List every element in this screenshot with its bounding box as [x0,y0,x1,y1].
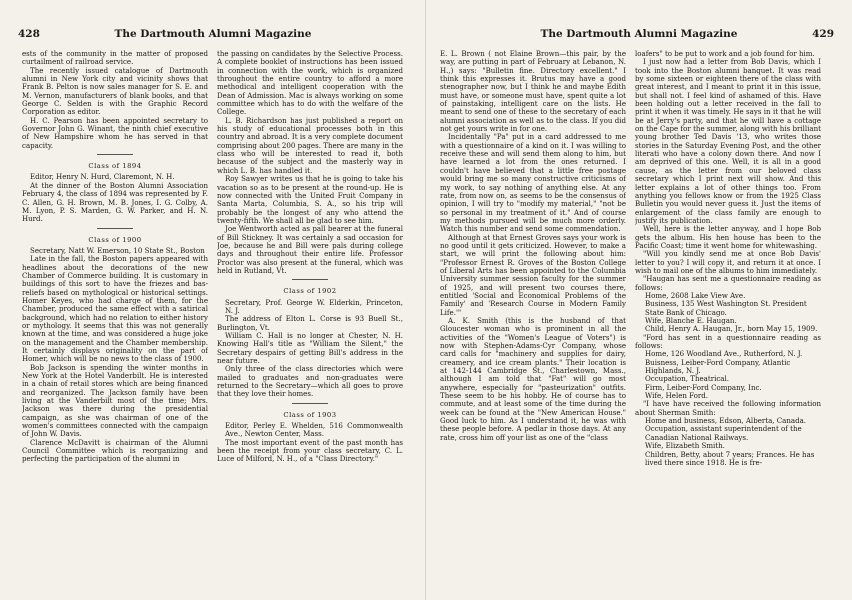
class-heading: Class of 1900 [88,235,142,244]
text-column [22,50,208,595]
text-column [635,50,821,595]
paragraph: At the dinner of the Boston Alumni Association February 4, the class of 1894 was represented by F. C. Allen, G. H. Brown, M. B. Jones, I. G. Colby, A. M. Lyon, P. S. Marden, G. W. Parker, and H. N. Hurd. [22,180,208,224]
class-heading: Class of 1902 [283,287,337,296]
right-page-header [444,28,834,42]
questionnaire-line: Occupation, Theatrical. [645,374,729,384]
questionnaire-line: Business, 135 West Washington St. President State Bank of Chicago. [645,299,807,317]
questionnaire-line: Wife, Blanche E. Haugan. [645,316,737,325]
text-column [440,50,626,595]
paragraph: ests of the community in the matter of proposed curtailment of railroad service. [22,50,208,67]
paragraph: E. L. Brown ( not Elaine Brown—this pair, by the way, are putting in part of February at Lebanon, N. H.,) says: "Bulletin fine. Directory excellent." I think this expresses it. Brutus may have a good stenographer now, but I think he and maybe Edith must have, or someone must have, spent quite a lot of painstaking, intelligent care on the lists. He meant to send one of these to the secretary of each alumni association as well as to the class. If you did not get yours write in for one. [440,50,626,134]
class-officer-line: Editor, Perley E. Whelden, 516 Commonwealth Ave., Newton Center, Mass. [225,421,403,439]
class-heading: Class of 1894 [88,162,142,171]
paragraph: "Haugan has sent me a questionnaire reading as follows: [635,274,821,292]
class-officer-line: Secretary, Prof. George W. Elderkin, Princeton, N. J. [225,297,403,315]
paragraph: L. B. Richardson has just published a report on his study of educational processes both in this country and abroad. It is a very complete document comprising about 200 pages. There are many in the class who will be interested to read it, both because of the subject and the masterly way in which L. B. has handled it. [217,115,403,175]
paragraph: Roy Sawyer writes us that he is going to take his vacation so as to be present at the round-up. He is now connected with the United Fruit Company in Santa Marta, Columbia, S. A., so his trip will probably be the longest of any who attend the twenty-fifth. We shall all be glad to see him. [217,174,403,225]
questionnaire-line: Home, 126 Woodland Ave., Rutherford, N. J. [645,349,803,359]
paragraph: H. C. Pearson has been appointed secretary to Governor John G. Winant, the ninth chief executive of New Hampshire whom he has served in that capacity. [22,115,208,150]
paragraph: A. K. Smith (this is the husband of that Gloucester woman who is prominent in all the activities of the "Women's League of Voters") is now with Stephen-Adams-Cyr Company, whose card calls for "machinery and supplies for dairy, creamery, and ice cream plants." Their location is at 142-144 Cambridge St., Charlestown, Mass., although I am told that "Fat" will go most anywhere, especially for "pasteurization" outfits. These seem to be his hobby. He of course has to commute, and at least some of the time during the week can be found at the "New American House." Good luck to him. As I understand it, he was with these people before. A pedlar in those days. At any rate, cross him off your list as one of the "class [440,316,626,442]
paragraph: "Ford has sent in a questionnaire reading as follows: [635,332,821,351]
paragraph: Only three of the class directories which were mailed to graduates and non-graduates were returned to the Secretary—which all goes to prove that they love their homes. [217,364,403,399]
questionnaire-line: Home, 2608 Lake View Ave. [645,290,746,300]
questionnaire-line: Occupation, assistant superintendent of the Canadian National Railways. [645,424,802,442]
paragraph: Well, here is the letter anyway, and I hope Bob gets the album. His hen house has been to the Pacific Coast; time it went home for whitewashing. [635,224,821,250]
questionnaire-line: Child, Henry A. Haugan, Jr., born May 15, 1909. [645,324,818,334]
right-page [426,0,852,600]
paragraph: "I have have received the following information about Sherman Smith: [635,399,821,417]
questionnaire-line: Wife, Elizabeth Smith. [645,441,725,451]
heading-rule [292,279,328,280]
class-officer-line: Editor, Henry N. Hurd, Claremont, N. H. [30,172,175,182]
page-number: 428 [18,28,40,40]
questionnaire-line: Wife, Helen Ford. [645,391,709,401]
paragraph: I just now had a letter from Bob Davis, which I took into the Boston alumni banquet. It was read by some sixteen or eighteen there of the class with great interest, and I meant to print it in this issue, but shall not. I feel kind of ashamed of this. Have been holding out a letter received in the fall to print it when it was timely. He says in it that he will be at Jerry's party, and that he will have a cottage on the Cape for the summer, along with his brilliant young brother Ted Davis '13, who writes those stories in the Saturday Evening Post, and the other literati who have a colony down there. And now I am deprived of this one. Well, it is all in a good cause, as the letter from our beloved class secretary which I print next will show. And this letter explains a lot of other things too. From anything you fellows know or from the 1925 Class Bulletin you would never guess it. Just the items of enlargement of the class family are enough to justify its publication. [635,57,821,225]
running-title: The Dartmouth Alumni Magazine [114,28,312,40]
questionnaire-line: Children, Betty, about 7 years; Frances. He has lived there since 1918. He is fre- [645,449,815,467]
paragraph: the passing on candidates by the Selective Process. A complete booklet of instructions has been issued in connection with the work, which is organized throughout the entire country to afford a more methodical and intelligent cooperation with the Dean of Admission. Mac is always working on some committee which has to do with the welfare of the College. [217,50,403,117]
paragraph: Clarence McDavitt is chairman of the Alumni Council Committee which is reorganizing and perfecting the participation of the alumni in [22,437,208,464]
paragraph: Incidentally "Pa" put in a card addressed to me with a questionnaire of a kind on it. I was willing to receive these and will send them along to him, but have learned a lot from the ones returned. I couldn't have believed that a little free postage would bring me so many constructive criticisms of my work, to say nothing of anything else. At any rate, from now on, as seems to be the consensus of opinion, I will try to "modify my material," "not be so personal in my treatment of it." And of course my methods pursued will be much more orderly. Watch this number and send some commendation. [440,132,626,234]
paragraph: Late in the fall, the Boston papers appeared with headlines about the decorations of the new Chamber of Commerce building. It is customary in buildings of this sort to have the friezes and bas-reliefs based on mythological or historical settings. Homer Keyes, who had charge of them, for the Chamber, produced the same effect with a satirical background, which had no relation to either history or mythology. It seems that this was not generally known at the time, and was considered a huge joke on the management and the Chamber membership. It certainly displays originality on the part of Homer, which will be no news to the class of 1900. [22,254,208,364]
paragraph: The address of Elton L. Corse is 93 Buell St., Burlington, Vt. [217,314,403,332]
paragraph: The recently issued catalogue of Dartmouth alumni in New York city and vicinity shows that Frank B. Pelton is now sales manager for S. E. and M. Vernon, manufacturers of blank books, and that George C. Selden is with the Graphic Record Corporation as editor. [22,65,208,117]
paragraph: "Will you kindly send me at once Bob Davis' letter to you? I will copy it, and return it at once. I wish to mail one of the albums to him immediately. [635,249,821,275]
paragraph: Bob Jackson is spending the winter months in New York at the Hotel Vanderbilt. He is interested in a chain of retail stores which are being financed and reorganized. The Jackson family have been living at the Vanderbilt most of the time; Mrs. Jackson was there during the presidential campaign, as she was chairman of one of the women's committees connected with the campaign of John W. Davis. [22,362,208,439]
class-officer-line: Secretary, Natt W. Emerson, 10 State St., Boston [30,245,205,255]
paragraph: loafers" to be put to work and a job found for him. [635,50,815,58]
questionnaire-line: Buisness, Leiber-Ford Company, Atlantic Highlands, N. J. [645,357,791,376]
running-title: The Dartmouth Alumni Magazine [540,28,738,40]
page-number: 429 [812,28,834,40]
questionnaire-line: Home and business, Edson, Alberta, Canada. [645,416,807,426]
paragraph: William C. Hall is no longer at Chester, N. H. Knowing Hall's title as "William the Silent," the Secretary despairs of getting Bill's address in the near future. [217,331,403,366]
questionnaire-line: Firm, Leiber-Ford Company, Inc. [645,382,762,392]
class-heading: Class of 1903 [283,410,337,419]
left-page-header [18,28,408,42]
heading-rule [292,403,328,404]
heading-rule [97,228,133,229]
heading-rule [97,154,133,155]
text-column [217,50,403,595]
paragraph: The most important event of the past month has been the receipt from your class secretary, C. L. Luce of Milford, N. H., of a "Class Directory." [217,437,403,464]
paragraph: Joe Wentworth acted as pall bearer at the funeral of Bill Stickney. It was certainly a sad occasion for Joe, because he and Bill were pals during college days and throughout their entire life. Professor Proctor was also present at the funeral, which was held in Rutland, Vt. [217,224,403,275]
paragraph: Although at that Ernest Groves says your work is no good until it gets criticized. However, to make a start, we will print the following about him: "Professor Ernest R. Groves of the Boston College of Liberal Arts has been appointed to the Columbia University summer session faculty for the summer of 1925, and will present two courses there, entitled 'Social and Economical Problems of the Family' and 'Research Course in Modern Family Life.'" [440,232,626,317]
